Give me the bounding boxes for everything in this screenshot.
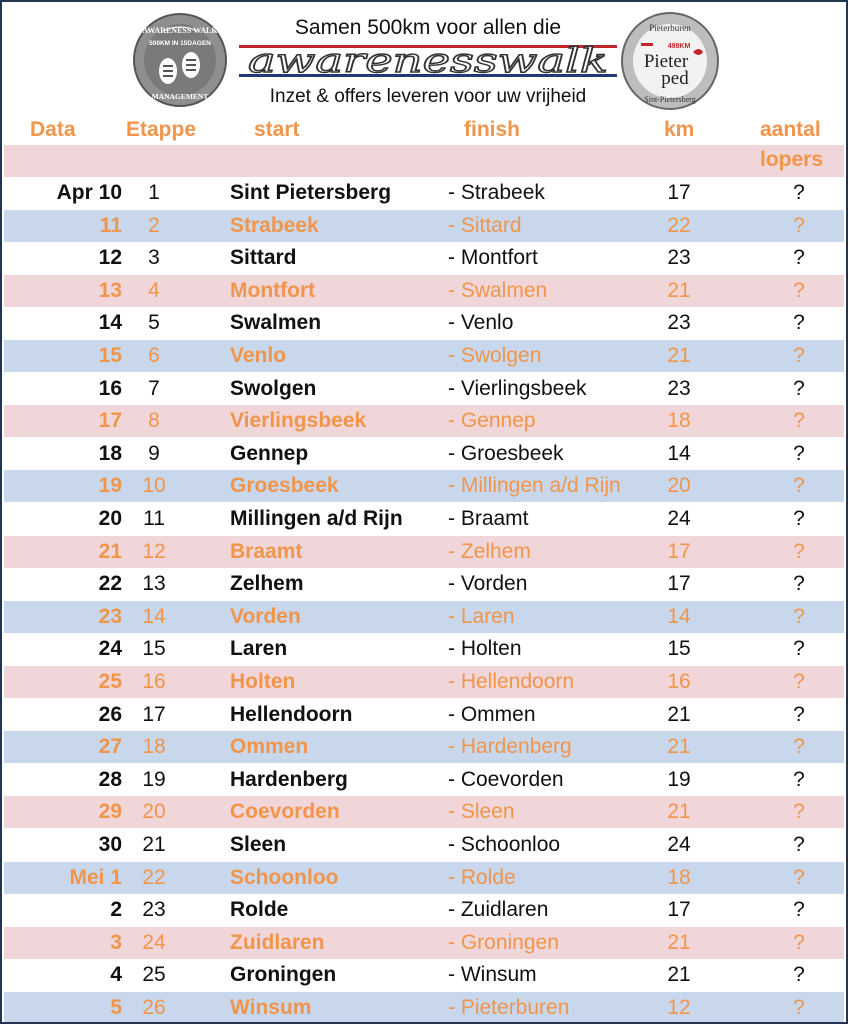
row-date: 23 (98, 604, 122, 628)
row-finish: - Rolde (448, 865, 516, 889)
table-row (4, 210, 844, 242)
row-start: Laren (230, 637, 288, 661)
row-start: Hellendoorn (230, 702, 353, 726)
row-start: Zelhem (230, 572, 304, 596)
table-row (4, 927, 844, 959)
row-start: Groningen (230, 963, 337, 987)
row-lopers: ? (793, 441, 805, 465)
row-finish: - Vierlingsbeek (448, 376, 587, 400)
row-date: 21 (98, 539, 122, 563)
row-start: Hardenberg (230, 767, 348, 791)
row-date: 3 (110, 930, 122, 954)
row-km: 17 (667, 572, 691, 596)
row-km: 21 (667, 963, 691, 987)
column-header-lopers-line2: lopers (760, 148, 824, 171)
row-km: 17 (667, 181, 691, 204)
row-etappe: 7 (148, 376, 160, 400)
row-start: Groesbeek (230, 474, 339, 498)
row-lopers: ? (793, 344, 805, 367)
row-etappe: 9 (148, 441, 160, 465)
row-etappe: 15 (142, 637, 166, 661)
row-date: 12 (98, 246, 122, 270)
row-finish: - Coevorden (448, 767, 564, 791)
logo-right-bottom: Sint-Pietersberg (644, 95, 696, 104)
table-row (4, 829, 844, 861)
row-etappe: 22 (142, 865, 166, 889)
row-start: Zuidlaren (230, 930, 325, 954)
row-finish: - Ommen (448, 702, 536, 726)
row-date: 17 (98, 409, 122, 433)
row-lopers: ? (793, 181, 805, 204)
row-km: 17 (667, 898, 691, 922)
row-finish: - Braamt (448, 507, 529, 530)
table-row (4, 438, 844, 470)
awarenesswalk-wordmark (239, 44, 617, 80)
row-finish: - Gennep (448, 409, 536, 433)
row-etappe: 21 (142, 833, 166, 856)
column-header-start: start (254, 118, 300, 141)
row-finish: - Swalmen (448, 278, 548, 302)
row-date: 16 (98, 376, 122, 400)
table-row (4, 373, 844, 405)
table-row (4, 992, 844, 1024)
row-km: 19 (667, 767, 691, 791)
pieterped-logo (621, 12, 719, 110)
row-finish: - Swolgen (448, 344, 542, 367)
row-km: 14 (667, 604, 691, 628)
row-lopers: ? (793, 572, 805, 596)
column-header-km: km (664, 118, 695, 141)
table-row (4, 503, 844, 535)
row-lopers: ? (793, 898, 805, 922)
table-row (4, 177, 844, 209)
row-km: 12 (667, 996, 691, 1019)
row-date: Apr 10 (56, 181, 122, 204)
row-km: 22 (667, 213, 691, 237)
table-row (4, 307, 844, 339)
row-lopers: ? (793, 930, 805, 954)
row-start: Venlo (230, 344, 287, 367)
row-km: 15 (667, 637, 691, 661)
row-start: Holten (230, 670, 296, 693)
row-start: Schoonloo (230, 865, 339, 889)
row-date: 2 (110, 898, 122, 922)
row-start: Coevorden (230, 800, 340, 824)
row-etappe: 18 (142, 735, 166, 759)
row-start: Ommen (230, 735, 309, 759)
row-etappe: 1 (148, 181, 160, 204)
row-finish: - Sleen (448, 800, 515, 824)
row-start: Rolde (230, 898, 289, 922)
row-etappe: 23 (142, 898, 166, 922)
row-etappe: 11 (143, 507, 165, 530)
row-date: 13 (98, 278, 122, 302)
tagline-top: Samen 500km voor allen die (294, 16, 562, 39)
row-finish: - Hardenberg (448, 735, 572, 759)
row-etappe: 4 (148, 278, 160, 302)
logo-left-line1: AWARENESS WALK (142, 26, 218, 35)
row-lopers: ? (793, 507, 805, 530)
wordmark-text: awarenesswalk (248, 44, 608, 80)
row-finish: - Holten (448, 637, 522, 661)
awareness-walk-management-logo (133, 13, 227, 107)
row-km: 21 (667, 930, 691, 954)
row-km: 23 (667, 376, 691, 400)
column-header-finish: finish (464, 118, 520, 141)
row-km: 16 (667, 670, 691, 693)
row-etappe: 24 (142, 930, 166, 954)
row-km: 18 (667, 865, 691, 889)
row-lopers: ? (793, 311, 805, 335)
row-etappe: 2 (148, 213, 160, 237)
row-start: Strabeek (230, 213, 319, 237)
row-start: Montfort (230, 278, 316, 302)
logo-right-top: Pieterburen (649, 23, 691, 33)
row-finish: - Laren (448, 604, 515, 628)
row-date: 28 (98, 767, 122, 791)
row-etappe: 17 (142, 702, 166, 726)
row-lopers: ? (793, 767, 805, 791)
row-date: 25 (98, 670, 122, 693)
tagline-bottom: Inzet & offers leveren voor uw vrijheid (269, 86, 587, 107)
row-km: 23 (667, 246, 691, 270)
row-date: 22 (98, 572, 122, 596)
row-etappe: 12 (142, 539, 166, 563)
row-finish: - Pieterburen (448, 996, 570, 1019)
row-start: Winsum (230, 996, 312, 1019)
table-row (4, 536, 844, 568)
table-row (4, 568, 844, 600)
row-km: 24 (667, 833, 691, 856)
row-finish: - Zuidlaren (448, 898, 549, 922)
logo-left-line3: MANAGEMENT (151, 92, 209, 101)
row-lopers: ? (793, 474, 805, 498)
row-lopers: ? (793, 246, 805, 270)
row-km: 20 (667, 474, 691, 498)
row-lopers: ? (793, 604, 805, 628)
row-etappe: 20 (142, 800, 166, 824)
row-km: 18 (667, 409, 691, 433)
row-etappe: 6 (148, 344, 160, 367)
row-km: 24 (667, 507, 691, 530)
row-finish: - Schoonloo (448, 833, 561, 856)
row-date: 18 (98, 441, 122, 465)
row-date: 5 (110, 996, 122, 1019)
table-row (4, 405, 844, 437)
row-finish: - Groningen (448, 930, 559, 954)
row-lopers: ? (793, 996, 805, 1019)
table-row (4, 340, 844, 372)
row-start: Millingen a/d Rijn (230, 507, 403, 530)
row-date: 20 (98, 507, 122, 530)
row-finish: - Winsum (448, 963, 537, 987)
table-row (4, 959, 844, 991)
row-start: Swalmen (230, 311, 322, 335)
row-etappe: 8 (148, 409, 160, 433)
column-header-lopers-line1: aantal (760, 118, 821, 141)
row-finish: - Zelhem (448, 539, 531, 563)
row-etappe: 25 (142, 963, 166, 987)
row-finish: - Montfort (448, 246, 538, 270)
row-lopers: ? (793, 670, 805, 693)
row-etappe: 14 (142, 604, 166, 628)
row-date: 27 (98, 735, 122, 759)
logo-right-brand1: Pieter (643, 51, 689, 72)
row-date: Mei 1 (69, 865, 122, 889)
table-row (4, 666, 844, 698)
logo-right-brand2: ped (661, 68, 689, 89)
row-finish: - Millingen a/d Rijn (448, 474, 621, 498)
row-km: 21 (667, 278, 691, 302)
header-band (4, 145, 844, 177)
row-date: 14 (98, 311, 122, 335)
row-lopers: ? (793, 735, 805, 759)
table-row (4, 731, 844, 763)
row-etappe: 3 (148, 246, 160, 270)
row-finish: - Vorden (448, 572, 528, 596)
row-lopers: ? (793, 800, 805, 824)
row-start: Vorden (230, 604, 301, 628)
row-start: Vierlingsbeek (230, 409, 367, 433)
row-lopers: ? (793, 213, 805, 237)
row-date: 11 (99, 213, 122, 237)
row-etappe: 5 (148, 311, 160, 335)
table-row (4, 242, 844, 274)
row-date: 15 (98, 344, 122, 367)
table-row (4, 862, 844, 894)
row-lopers: ? (793, 637, 805, 661)
row-km: 23 (667, 311, 691, 335)
row-km: 17 (667, 539, 691, 563)
row-start: Sleen (230, 833, 287, 856)
row-finish: - Venlo (448, 311, 514, 335)
row-km: 14 (667, 441, 691, 465)
table-row (4, 601, 844, 633)
table-row (4, 764, 844, 796)
table-row (4, 275, 844, 307)
row-etappe: 10 (142, 474, 166, 498)
row-lopers: ? (793, 702, 805, 726)
row-date: 19 (98, 474, 122, 498)
column-header-date: Data (30, 118, 76, 141)
row-etappe: 26 (142, 996, 166, 1019)
row-date: 30 (98, 833, 122, 856)
row-finish: - Sittard (448, 213, 522, 237)
row-start: Braamt (230, 539, 303, 563)
row-start: Gennep (230, 441, 309, 465)
table-row (4, 633, 844, 665)
logo-right-km: 498KM (667, 43, 691, 50)
table-row (4, 796, 844, 828)
row-finish: - Strabeek (448, 181, 545, 204)
table-row (4, 470, 844, 502)
row-date: 24 (98, 637, 122, 661)
row-date: 26 (98, 702, 122, 726)
row-km: 21 (667, 702, 691, 726)
logo-left-line2: 500KM IN 15DAGEN (149, 40, 211, 47)
table-row (4, 894, 844, 926)
row-date: 29 (98, 800, 122, 824)
row-start: Sint Pietersberg (230, 181, 392, 204)
row-km: 21 (667, 344, 691, 367)
row-lopers: ? (793, 833, 805, 856)
row-finish: - Hellendoorn (448, 670, 575, 693)
row-km: 21 (667, 735, 691, 759)
row-finish: - Groesbeek (448, 441, 564, 465)
row-etappe: 16 (142, 670, 166, 693)
row-etappe: 13 (142, 572, 166, 596)
table-row (4, 699, 844, 731)
column-header-etappe: Etappe (126, 118, 197, 141)
row-lopers: ? (793, 376, 805, 400)
row-start: Swolgen (230, 376, 317, 400)
row-start: Sittard (230, 246, 297, 270)
row-lopers: ? (793, 409, 805, 433)
row-lopers: ? (793, 539, 805, 563)
row-km: 21 (667, 800, 691, 824)
row-lopers: ? (793, 963, 805, 987)
row-lopers: ? (793, 278, 805, 302)
row-lopers: ? (793, 865, 805, 889)
row-etappe: 19 (142, 767, 166, 791)
row-date: 4 (110, 963, 122, 987)
